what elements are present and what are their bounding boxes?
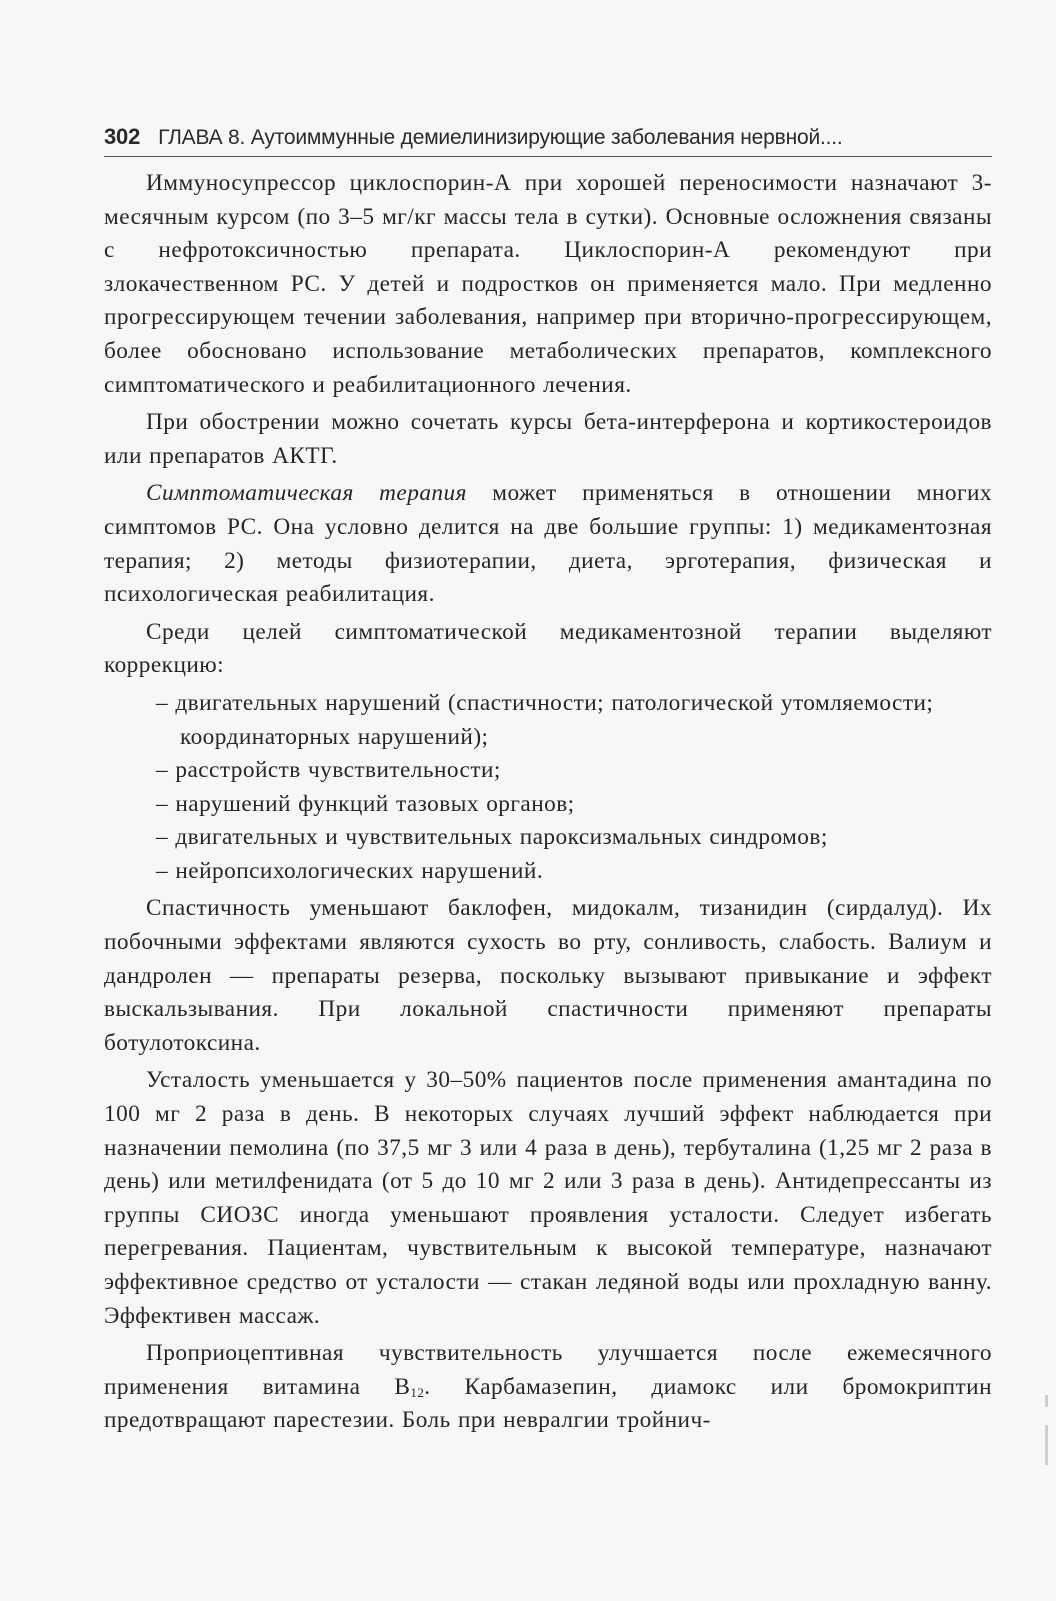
running-head — [104, 124, 992, 157]
symptomatic-therapy-text: может применяться в отношении многих симптомов РС. Она условно делится на две большие группы: 1) медикаментозная терапия; 2) методы физиотерапии, диета, эрготерапия, физическая и психологическая реабилитация. — [104, 480, 992, 608]
book-page — [104, 124, 992, 1442]
paragraph-proprioception — [104, 1337, 992, 1438]
paragraph-spasticity: Спастичность уменьшают баклофен, мидокалм, тизанидин (сирдалуд). Их побочными эффектами являются сухость во рту, сонливость, слабость. Валиум и дандролен — препараты резерва, поскольку вызывают привыкание и эффект выскальзывания. При локальной спастичности применяют препараты ботулотоксина. — [104, 895, 992, 1056]
scan-edge-mark — [1045, 1395, 1048, 1407]
goals-list-item: – двигательных нарушений (спастичности; патологической утомляемости; координаторных нарушений); — [104, 687, 992, 754]
page-number: 302 — [104, 124, 141, 149]
goals-list — [104, 687, 992, 889]
body-text — [104, 167, 992, 1438]
running-title: ГЛАВА 8. Аутоиммунные демиелинизирующие заболевания нервной.... — [158, 126, 843, 149]
vitamin-subscript: 12 — [410, 1384, 425, 1400]
paragraph-symptomatic-therapy — [104, 477, 992, 611]
paragraph-exacerbation: При обострении можно сочетать курсы бета-интерферона и кортикостероидов или препаратов АКТГ. — [104, 409, 992, 469]
paragraph-fatigue: Усталость уменьшается у 30–50% пациентов после применения амантадина по 100 мг 2 раза в день. В некоторых случаях лучший эффект наблюдается при назначении пемолина (по 37,5 мг 3 или 4 раза в день), тербуталина (1,25 мг 2 раза в день) или метилфенидата (от 5 до 10 мг 2 или 3 раза в день). Антидепрессанты из группы СИОЗС иногда уменьшают проявления усталости. Следует избегать перегревания. Пациентам, чувствительным к высокой температуре, назначают эффективное средство от усталости — стакан ледяной воды или прохладную ванну. Эффективен массаж. — [104, 1067, 992, 1329]
symptomatic-therapy-term: Симптоматическая терапия — [146, 480, 467, 507]
paragraph-goals-intro: Среди целей симптоматической медикаментозной терапии выделяют коррекцию: — [104, 618, 992, 679]
goals-list-item: – нейропсихологических нарушений. — [104, 855, 992, 889]
goals-list-item: – двигательных и чувствительных пароксизмальных синдромов; — [104, 821, 992, 855]
proprioception-text-end: . Карбамазепин, диамокс или бромокриптин предотвращают парестезии. Боль при невралгии тройнич- — [104, 1373, 992, 1434]
goals-list-item: – расстройств чувствительности; — [104, 754, 992, 788]
paragraph-cyclosporine: Иммуносупрессор циклоспорин-А при хорошей переносимости назначают 3-месячным курсом (по 3–5 мг/кг массы тела в сутки). Основные осложнения связаны с нефротоксичностью препарата. Циклоспорин-А рекомендуют при злокачественном РС. У детей и подростков он применяется мало. При медленно прогрессирующем течении заболевания, например при вторично-прогрессирующем, более обосновано использование метаболических препаратов, комплексного симптоматического и реабилитационного лечения. — [104, 170, 992, 398]
proprioception-text-start: Проприоцептивная чувствительность улучшается после ежемесячного применения витамина B — [104, 1340, 992, 1400]
scan-edge-mark — [1045, 1425, 1048, 1465]
goals-list-item: – нарушений функций тазовых органов; — [104, 788, 992, 822]
